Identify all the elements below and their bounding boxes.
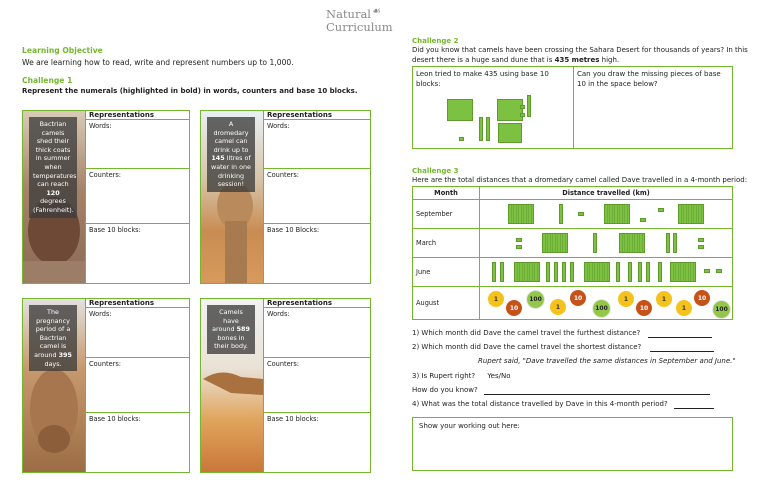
ten-rod	[500, 262, 504, 282]
month-header: Month	[413, 187, 480, 200]
distance-header: Distance travelled (km)	[480, 187, 733, 200]
leon-attempt-label: Leon tried to make 435 using base 10 blocks:	[416, 70, 549, 88]
card-2-heading: Representations	[264, 111, 370, 120]
card-1-caption: Bactrian camels shed their thick coats in summer when temperatures can reach 120 degrees (Fahrenheit).	[29, 117, 77, 218]
september-blocks	[480, 200, 733, 229]
card-3-heading: Representations	[86, 299, 189, 308]
card-2-caption: A dromedary camel can drink up to 145 litres of water in one drinking session!	[207, 117, 255, 192]
q3-options[interactable]: Yes/No	[487, 372, 511, 380]
hundred-block	[514, 262, 540, 282]
one-cube	[520, 105, 525, 109]
q2-answer-line[interactable]	[650, 344, 714, 352]
card-4-words-field[interactable]: Words:	[264, 308, 370, 358]
card-3-counters-field[interactable]: Counters:	[86, 358, 189, 413]
month-march: March	[413, 229, 480, 258]
objective-text: We are learning how to read, write and represent numbers up to 1,000.	[22, 58, 294, 67]
counter-10: 10	[570, 290, 586, 306]
card-3-base10-field[interactable]: Base 10 blocks:	[89, 415, 141, 423]
hundred-block	[584, 262, 610, 282]
hundred-block	[497, 99, 523, 121]
counter-10: 10	[694, 290, 710, 306]
hundred-block	[604, 204, 630, 224]
objective-title: Learning Objective	[22, 46, 103, 55]
ten-rod	[638, 262, 642, 282]
one-cube	[698, 238, 704, 242]
working-out-label: Show your working out here:	[419, 422, 520, 430]
natural-curriculum-logo	[326, 8, 392, 44]
q1-answer-line[interactable]	[648, 330, 712, 338]
counter-100: 100	[592, 299, 611, 318]
card-1-words-field[interactable]: Words:	[86, 120, 189, 169]
counter-1: 1	[656, 291, 672, 307]
one-cube	[516, 238, 522, 242]
counter-10: 10	[636, 300, 652, 316]
one-cube	[716, 269, 722, 273]
logo-line-2: Curriculum	[326, 20, 393, 34]
hundred-block	[447, 99, 473, 121]
ten-rod	[486, 117, 490, 141]
ten-rod	[646, 262, 650, 282]
counter-1: 1	[676, 300, 692, 316]
counter-1: 1	[488, 291, 504, 307]
challenge1-instruction: Represent the numerals (highlighted in bold) in words, counters and base 10 blocks.	[22, 87, 358, 95]
hundred-block	[508, 204, 534, 224]
card-1-base10-field[interactable]: Base 10 blocks:	[89, 226, 141, 234]
ten-rod	[570, 262, 574, 282]
question-1: 1) Which month did Dave the camel travel the furthest distance?	[412, 328, 712, 338]
counter-1: 1	[618, 291, 634, 307]
distance-table	[412, 186, 733, 320]
ten-rod	[673, 233, 677, 253]
challenge2-intro: Did you know that camels have been crossing the Sahara Desert for thousands of years? In this desert there is a huge sand dune that is 435 metres high.	[412, 46, 748, 64]
working-out-box[interactable]	[412, 417, 733, 471]
camel-card-1	[22, 110, 190, 284]
dromedary-camel-photo	[201, 111, 263, 283]
card-2-words-field[interactable]: Words:	[264, 120, 370, 169]
august-counters	[480, 287, 733, 320]
camel-card-3	[22, 298, 190, 473]
counter-100: 100	[526, 290, 545, 309]
card-2-counters-field[interactable]: Counters:	[264, 169, 370, 224]
q3-reason-line[interactable]	[484, 387, 710, 395]
rupert-quote: Rupert said, "Dave travelled the same distances in September and June."	[478, 357, 736, 365]
question-2: 2) Which month did Dave the camel travel the shortest distance?	[412, 342, 714, 352]
ten-rod	[479, 117, 483, 141]
ten-rod	[628, 262, 632, 282]
card-1-counters-field[interactable]: Counters:	[86, 169, 189, 224]
month-september: September	[413, 200, 480, 229]
ten-rod	[554, 262, 558, 282]
one-cube	[698, 245, 704, 249]
hundred-block	[542, 233, 568, 253]
one-cube	[459, 137, 464, 141]
card-1-heading: Representations	[86, 111, 189, 120]
card-2-base10-field[interactable]: Base 10 Blocks:	[267, 226, 320, 234]
hundred-block	[619, 233, 645, 253]
ten-rod	[593, 233, 597, 253]
challenge3-intro: Here are the total distances that a dromedary camel called Dave travelled in a 4-month period:	[412, 176, 748, 184]
one-cube	[704, 269, 710, 273]
challenge3-title: Challenge 3	[412, 167, 459, 175]
ten-rod	[492, 262, 496, 282]
card-4-counters-field[interactable]: Counters:	[264, 358, 370, 413]
card-4-caption: Camels have around 589 bones in their body.	[207, 305, 255, 354]
q4-answer-line[interactable]	[674, 401, 714, 409]
card-3-caption: The pregnancy period of a Bactrian camel is around 395 days.	[29, 305, 77, 371]
counter-1: 1	[550, 299, 566, 315]
ten-rod	[527, 95, 531, 117]
ten-rod	[546, 262, 550, 282]
ten-rod	[658, 262, 662, 282]
camel-card-4	[200, 298, 371, 473]
one-cube	[516, 245, 522, 249]
logo-line-1: Natural	[326, 7, 371, 21]
table-divider	[573, 67, 574, 148]
counter-10: 10	[506, 300, 522, 316]
june-blocks	[480, 258, 733, 287]
camel-logo-icon: ☙	[372, 6, 381, 17]
ten-rod	[666, 233, 670, 253]
one-cube	[640, 218, 646, 222]
ten-rod	[562, 262, 566, 282]
counter-100: 100	[712, 300, 731, 319]
question-4: 4) What was the total distance travelled by Dave in this 4-month period?	[412, 399, 714, 409]
draw-missing-prompt: Can you draw the missing pieces of base 10 in the space below?	[577, 70, 721, 88]
card-4-heading: Representations	[264, 299, 370, 308]
hundred-block	[498, 123, 522, 143]
month-june: June	[413, 258, 480, 287]
one-cube	[578, 212, 584, 216]
question-3-how: How do you know?	[412, 385, 710, 395]
ten-rod	[559, 204, 563, 224]
card-4-base10-field[interactable]: Base 10 blocks:	[267, 415, 319, 423]
hundred-block	[678, 204, 704, 224]
month-august: August	[413, 287, 480, 320]
one-cube	[520, 113, 525, 117]
ten-rod	[616, 262, 620, 282]
challenge2-title: Challenge 2	[412, 37, 459, 45]
desert-camel-photo	[201, 299, 263, 472]
bactrian-camel-photo	[23, 111, 85, 283]
question-3: 3) Is Rupert right? Yes/No	[412, 372, 511, 380]
camel-face-photo	[23, 299, 85, 472]
camel-card-2	[200, 110, 371, 284]
challenge1-title: Challenge 1	[22, 76, 73, 85]
one-cube	[658, 208, 664, 212]
march-blocks	[480, 229, 733, 258]
challenge2-table	[412, 66, 733, 149]
card-3-words-field[interactable]: Words:	[86, 308, 189, 358]
hundred-block	[670, 262, 696, 282]
